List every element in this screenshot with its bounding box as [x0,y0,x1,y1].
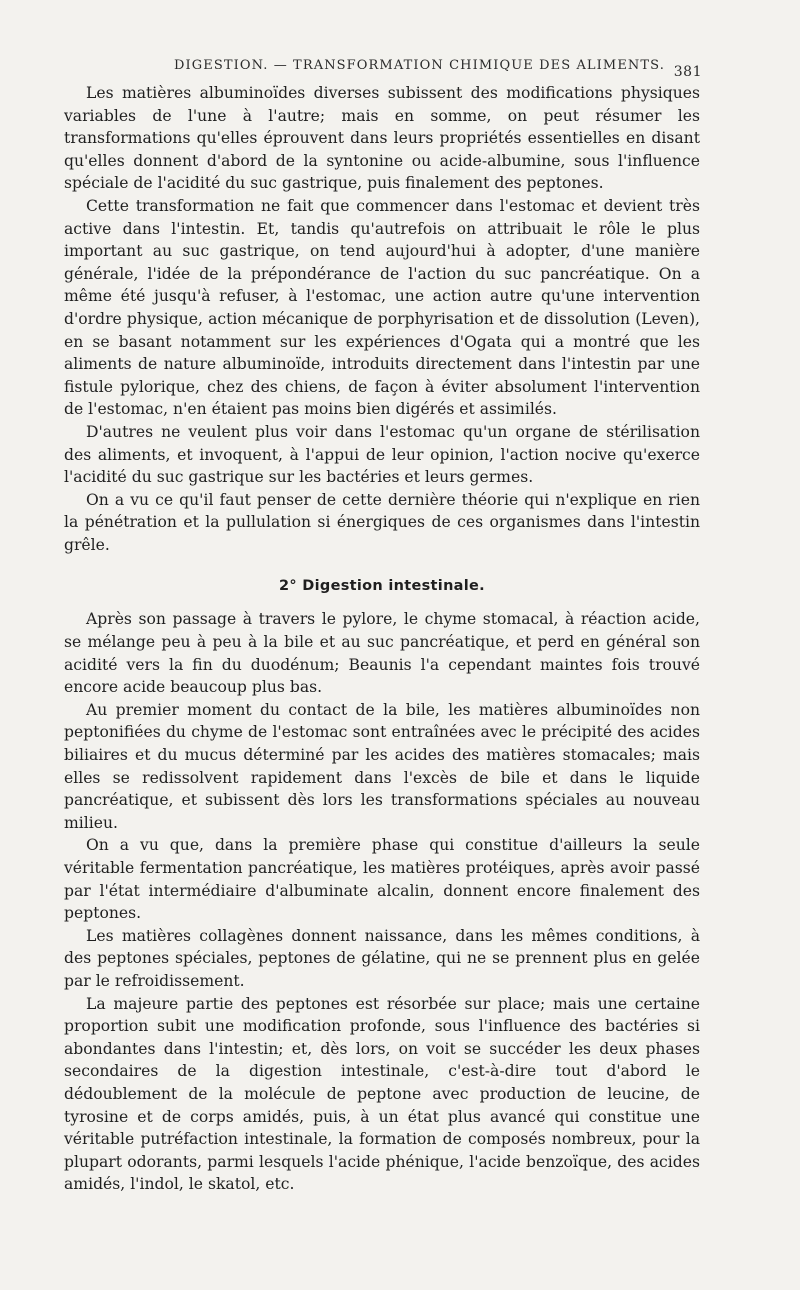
running-title: DIGESTION. — TRANSFORMATION CHIMIQUE DES ALIMENTS. [174,58,665,73]
paragraph: Cette transformation ne fait que commencer dans l'estomac et devient très active dans l'intestin. Et, tandis qu'autrefois on attribuait le rôle le plus important au suc gastrique, on tend aujourd'hui à adopter, d'une manière générale, l'idée de la prépondérance de l'action du suc pancréatique. On a même été jusqu'à refuser, à l'estomac, une action autre qu'une intervention d'ordre physique, action mécanique de porphyrisation et de dissolution (Leven), en se basant notamment sur les expériences d'Ogata qui a montré que les aliments de nature albuminoïde, introduits directement dans l'intestin par une fistule pylorique, chez des chiens, de façon à éviter absolument l'intervention de l'estomac, n'en étaient pas moins bien digérés et assimilés. [64,196,700,419]
paragraph: La majeure partie des peptones est résorbée sur place; mais une certaine proportion subit une modification profonde, sous l'influence des bactéries si abondantes dans l'intestin; et, dès lors, on voit se succéder les deux phases secondaires de la digestion intestinale, c'est-à-dire tout d'abord le dédoublement de la molécule de peptone avec production de leucine, de tyrosine et de corps amidés, puis, à un état plus avancé qui constitue une véritable putréfaction intestinale, la formation de composés nombreux, pour la plupart odorants, parmi lesquels l'acide phénique, l'acide benzoïque, des acides amidés, l'indol, le skatol, etc. [64,994,700,1194]
paragraph: D'autres ne veulent plus voir dans l'estomac qu'un organe de stérilisation des aliments, et invoquent, à l'appui de leur opinion, l'action nocive qu'exerce l'acidité du suc gastrique sur les bactéries et leurs germes. [64,422,700,487]
paragraph: Au premier moment du contact de la bile, les matières albuminoïdes non peptonifiées du chyme de l'estomac sont entraînées avec le précipité des acides biliaires et du mucus déterminé par les acides des matières stomacales; mais elles se redissolvent rapidement dans l'excès de bile et dans le liquide pancréatique, et subissent dès lors les transformations spéciales au nouveau milieu. [64,700,700,832]
page-number: 381 [673,64,702,80]
body-text [64,82,700,1196]
paragraph: On a vu que, dans la première phase qui constitue d'ailleurs la seule véritable fermentation pancréatique, les matières protéiques, après avoir passé par l'état intermédiaire d'albuminate alcalin, donnent encore finalement des peptones. [64,836,700,923]
section-heading: 2° Digestion intestinale. [279,578,485,595]
paragraph: Les matières albuminoïdes diverses subissent des modifications physiques variables de l'une à l'autre; mais en somme, on peut résumer les transformations qu'elles éprouvent dans leurs propriétés essentielles en disant qu'elles donnent d'abord de la syntonine ou acide-albumine, sous l'influence spéciale de l'acidité du suc gastrique, puis finalement des peptones. [64,84,700,193]
paragraph: Après son passage à travers le pylore, le chyme stomacal, à réaction acide, se mélange peu à peu à la bile et au suc pancréatique, et perd en général son acidité vers la fin du duodénum; Beaunis l'a cependant maintes fois trouvé encore acide beaucoup plus bas. [64,610,700,697]
paragraph: On a vu ce qu'il faut penser de cette dernière théorie qui n'explique en rien la pénétration et la pullulation si énergiques de ces organismes dans l'intestin grêle. [64,490,700,554]
running-header [64,52,700,82]
paragraph: Les matières collagènes donnent naissance, dans les mêmes conditions, à des peptones spéciales, peptones de gélatine, qui ne se prennent plus en gelée par le refroidissement. [64,926,700,990]
